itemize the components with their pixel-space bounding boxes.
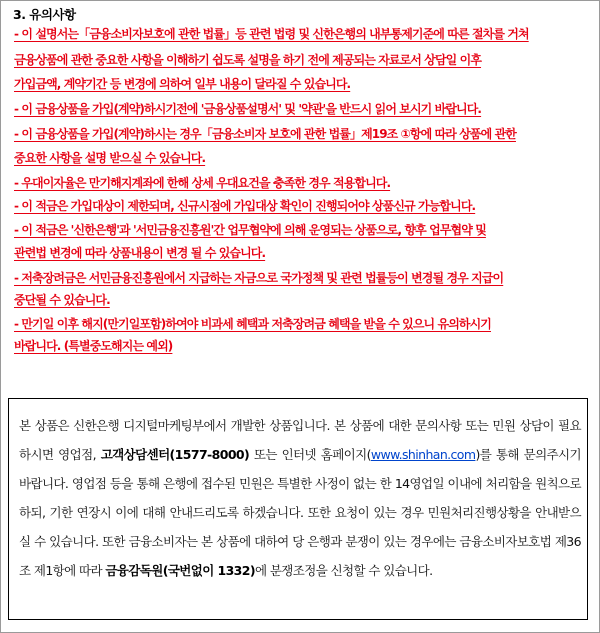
notice-line: - 우대이자율은 만기해지계좌에 한해 상세 우대요건을 충족한 경우 적용합니다.: [14, 176, 391, 190]
fss-contact: 금융감독원(국번없이 1332): [105, 563, 255, 578]
notice-line: - 이 설명서는「금융소비자보호에 관한 법률」등 관련 법령 및 신한은행의 내부통제기준에 따른 절차를 거쳐: [14, 27, 529, 41]
notice-line: 바랍니다. (특별중도해지는 예외): [14, 339, 173, 353]
section-title: 3. 유의사항: [13, 7, 76, 22]
notice-line: - 만기일 이후 해지(만기일포함)하여야 비과세 혜택과 저축장려금 혜택을 받을 수 있으니 유의하시기: [14, 317, 491, 331]
call-center-number: 고객상담센터(1577-8000): [100, 447, 250, 462]
notice-line: 관련법 변경에 따라 상품내용이 변경 될 수 있습니다.: [14, 246, 266, 260]
notice-line: - 이 적금은 가입대상이 제한되며, 신규시점에 가입대상 확인이 진행되어야 상품신규 가능합니다.: [14, 199, 476, 213]
notice-line: - 이 적금은 '신한은행'과 '서민금융진흥원'간 업무협약에 의해 운영되는 상품으로, 향후 업무협약 및: [14, 223, 486, 237]
website-link[interactable]: www.shinhan.com: [370, 447, 476, 462]
notice-line: - 이 금융상품을 가입(계약)하시기전에 '금융상품설명서' 및 '약관'을 반드시 읽어 보시기 바랍니다.: [14, 102, 482, 116]
notice-line: - 저축장려금은 서민금융진흥원에서 지급하는 자금으로 국가정책 및 관련 법률등이 변경될 경우 지급이: [14, 271, 504, 285]
notice-line: 금융상품에 관한 중요한 사항을 이해하기 쉽도록 설명을 하기 전에 제공되는 자료로서 상담일 이후: [14, 53, 482, 67]
customer-info-box: [8, 398, 588, 620]
customer-info-text: 본 상품은 신한은행 디지털마케팅부에서 개발한 상품입니다. 본 상품에 대한 문의사항 또는 민원 상담이 필요하시면 영업점, 고객상담센터(1577-8000) 또는 인터넷 홈페이지(www.shinhan.com)를 통해 문의주시기 바랍니다. 영업점 등을 통해 은행에 접수된 민원은 특별한 사정이 없는 한 14영업일 이내에 처리함을 원칙으로 하되, 기한 연장시 이에 대해 안내드리도록 하겠습니다. 또한 요청이 있는 경우 민원처리진행상황을 안내받으실 수 있습니다. 또한 금융소비자는 본 상품에 대하여 당 은행과 분쟁이 있는 경우에는 금융소비자보호법 제36조 제1항에 따라 금융감독원(국번없이 1332)에 분쟁조정을 신청할 수 있습니다.: [19, 418, 581, 578]
notice-line: - 이 금융상품을 가입(계약)하시는 경우「금융소비자 보호에 관한 법률」제19조 ①항에 따라 상품에 관한: [14, 127, 516, 141]
notice-line: 중요한 사항을 설명 받으실 수 있습니다.: [14, 151, 206, 165]
notice-line: 중단될 수 있습니다.: [14, 293, 110, 307]
notice-line: 가입금액, 계약기간 등 변경에 의하여 일부 내용이 달라질 수 있습니다.: [14, 77, 351, 91]
